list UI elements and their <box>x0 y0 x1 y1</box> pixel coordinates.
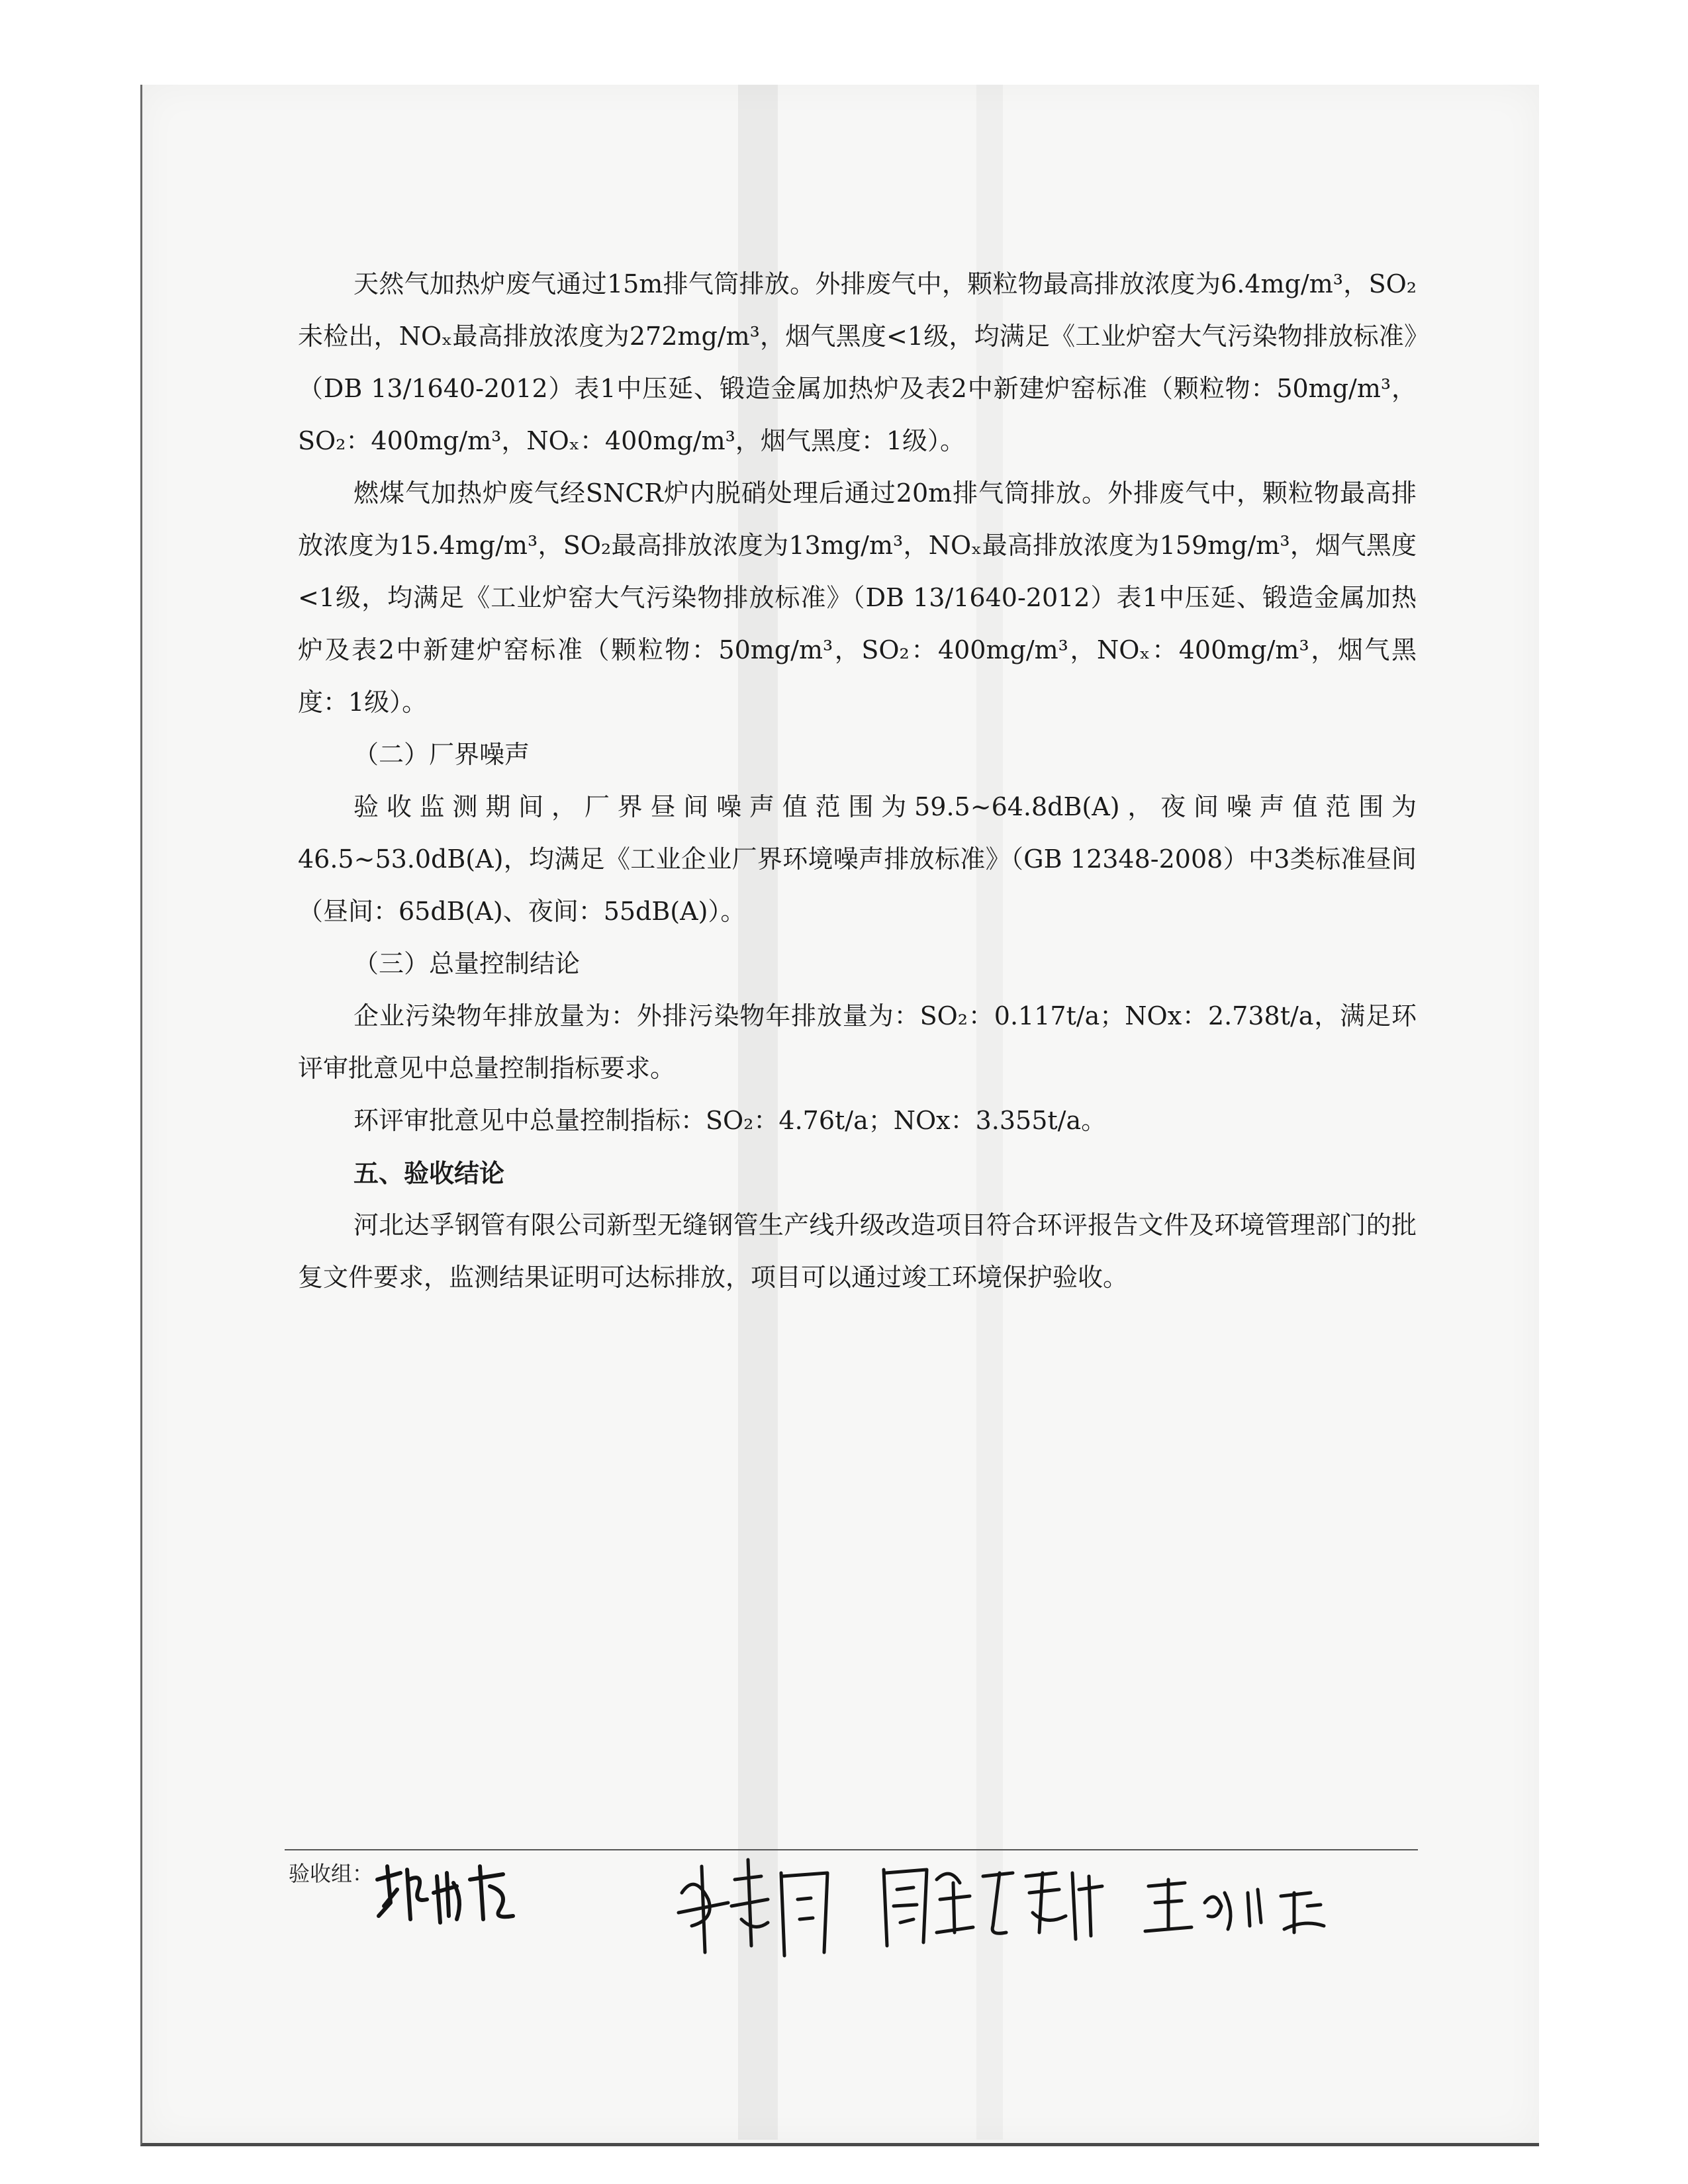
paragraph-coal-gas-furnace: 燃煤气加热炉废气经SNCR炉内脱硝处理后通过20m排气筒排放。外排废气中，颗粒物最高排放浓度为15.4mg/m³，SO₂最高排放浓度为13mg/m³，NOₓ最高排放浓度为159mg/m³，烟气黑度<1级，均满足《工业炉窑大气污染物排放标准》（DB 13/1640-2012）表1中压延、锻造金属加热炉及表2中新建炉窑标准（颗粒物：50mg/m³，SO₂：400mg/m³，NOₓ：400mg/m³，烟气黑度：1级）。 <box>298 478 1417 717</box>
signature-3 <box>874 1853 1112 1952</box>
paragraph-conclusion: 河北达孚钢管有限公司新型无缝钢管生产线升级改造项目符合环评报告文件及环境管理部门的批复文件要求，监测结果证明可达标排放，项目可以通过竣工环境保护验收。 <box>298 1210 1417 1292</box>
signature-1 <box>371 1853 523 1939</box>
signature-4 <box>1139 1866 1337 1946</box>
paragraph-annual-emission: 企业污染物年排放量为：外排污染物年排放量为：SO₂：0.117t/a；NOx：2.738t/a，满足环评审批意见中总量控制指标要求。 <box>298 1001 1417 1083</box>
document-body <box>298 258 1417 1304</box>
signature-2 <box>669 1846 854 1966</box>
paragraph-noise: 验收监测期间，厂界昼间噪声值范围为59.5~64.8dB(A)，夜间噪声值范围为46.5~53.0dB(A)，均满足《工业企业厂界环境噪声排放标准》（GB 12348-2008）中3类标准昼间（昼间：65dB(A)、夜间：55dB(A)）。 <box>298 792 1417 926</box>
paragraph-control-indicator: 环评审批意见中总量控制指标：SO₂：4.76t/a；NOx：3.355t/a。 <box>353 1106 1107 1135</box>
heading-conclusion: 五、验收结论 <box>353 1158 505 1188</box>
subheading-noise: （二）厂界噪声 <box>353 740 530 769</box>
paragraph-gas-furnace: 天然气加热炉废气通过15m排气筒排放。外排废气中，颗粒物最高排放浓度为6.4mg/m³，SO₂未检出，NOₓ最高排放浓度为272mg/m³，烟气黑度<1级，均满足《工业炉窑大气污染物排放标准》（DB 13/1640-2012）表1中压延、锻造金属加热炉及表2中新建炉窑标准（颗粒物：50mg/m³，SO₂：400mg/m³，NOₓ：400mg/m³，烟气黑度：1级）。 <box>298 269 1417 455</box>
subheading-total-control: （三）总量控制结论 <box>353 949 581 978</box>
signature-label: 验收组： <box>289 1861 374 1886</box>
